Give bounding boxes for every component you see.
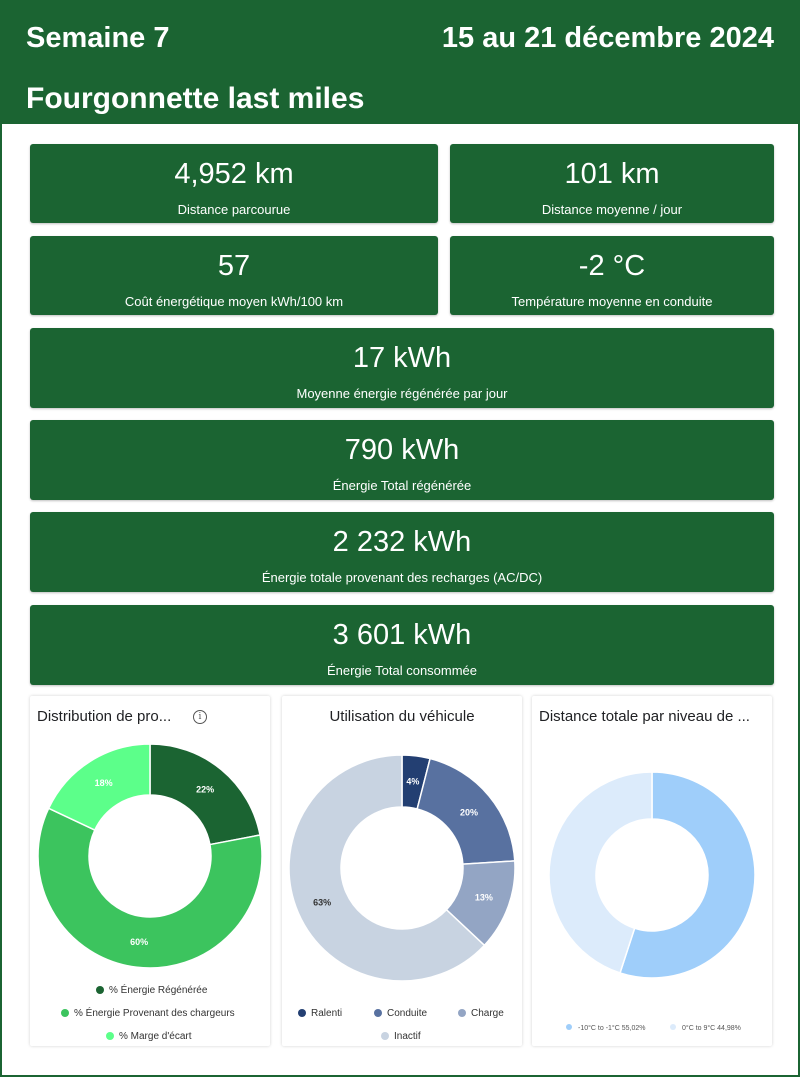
kpi-value: 57: [217, 250, 251, 282]
legend-swatch: [298, 1009, 306, 1017]
kpi-value: 2 232 kWh: [332, 526, 472, 558]
legend-item-mild[interactable]: [670, 1024, 741, 1032]
legend-swatch: [458, 1009, 466, 1017]
kpi-distance-traveled: [30, 144, 438, 223]
vehicle-usage-card[interactable]: [282, 696, 522, 1046]
energy-distribution-card[interactable]: [30, 696, 270, 1046]
slice-label-0: 4%: [406, 776, 420, 787]
kpi-charging-energy: [30, 512, 774, 592]
legend-label: 0°C to 9°C 44,98%: [682, 1025, 741, 1032]
kpi-daily-regen-energy: [30, 328, 774, 408]
legend-item-chargers[interactable]: [61, 1008, 235, 1019]
date-range: 15 au 21 décembre 2024: [441, 22, 774, 54]
legend-swatch: [106, 1032, 114, 1040]
kpi-average-distance: [450, 144, 774, 223]
kpi-label: Énergie totale provenant des recharges (AC/DC): [261, 570, 543, 585]
legend-swatch: [61, 1009, 69, 1017]
kpi-label: Moyenne énergie régénérée par jour: [296, 386, 508, 401]
kpi-label: Énergie Total régénérée: [332, 478, 472, 493]
kpi-average-temperature: [450, 236, 774, 315]
slice-label-2: 18%: [94, 777, 113, 788]
kpi-value: 17 kWh: [352, 342, 452, 374]
kpi-label: Température moyenne en conduite: [511, 294, 713, 309]
legend-label: Inactif: [394, 1031, 421, 1042]
legend-item-driving[interactable]: [374, 1008, 427, 1019]
kpi-value: 101 km: [564, 158, 660, 190]
legend-item-cold[interactable]: [566, 1024, 645, 1032]
legend-item-idle[interactable]: [298, 1008, 342, 1019]
legend-label: Charge: [471, 1008, 504, 1019]
legend-item-margin[interactable]: [106, 1031, 192, 1042]
kpi-energy-cost: [30, 236, 438, 315]
legend-label: -10°C to -1°C 55,02%: [578, 1025, 646, 1032]
legend-swatch: [374, 1009, 382, 1017]
legend-swatch: [381, 1032, 389, 1040]
kpi-total-consumed-energy: [30, 605, 774, 685]
distance-by-temperature-donut: [532, 696, 772, 1046]
legend-item-charging[interactable]: [458, 1008, 504, 1019]
chart-title: Utilisation du véhicule: [329, 708, 475, 725]
report-header: [0, 0, 800, 124]
legend-label: Conduite: [387, 1008, 428, 1019]
chart-title: Distance totale par niveau de ...: [539, 708, 750, 725]
slice-label-1: 20%: [460, 807, 479, 818]
kpi-value: 4,952 km: [174, 158, 294, 190]
legend-swatch: [566, 1024, 572, 1030]
kpi-label: Distance moyenne / jour: [541, 202, 683, 217]
slice-label-1: 60%: [130, 936, 149, 947]
kpi-value: 790 kWh: [344, 434, 460, 466]
legend-item-regenerated[interactable]: [96, 985, 207, 996]
slice-label-3: 63%: [313, 897, 332, 908]
slice-label-0: 22%: [196, 784, 215, 795]
slice-label-2: 13%: [474, 892, 493, 903]
week-label: Semaine 7: [26, 22, 170, 54]
distance-by-temperature-card[interactable]: [532, 696, 772, 1046]
legend-swatch: [96, 986, 104, 994]
legend-label: Ralenti: [311, 1008, 343, 1019]
legend-label: % Énergie Régénérée: [109, 985, 208, 996]
legend-item-inactive[interactable]: [381, 1031, 421, 1042]
legend-label: % Marge d'écart: [119, 1031, 192, 1042]
kpi-label: Distance parcourue: [177, 202, 291, 217]
kpi-label: Coût énergétique moyen kWh/100 km: [124, 294, 344, 309]
info-icon[interactable]: i: [193, 710, 207, 724]
kpi-value: -2 °C: [578, 250, 646, 282]
vehicle-usage-donut: [282, 696, 522, 1046]
legend-swatch: [670, 1024, 676, 1030]
vehicle-name: Fourgonnette last miles: [26, 82, 365, 115]
legend-label: % Énergie Provenant des chargeurs: [74, 1008, 235, 1019]
kpi-label: Énergie Total consommée: [326, 663, 478, 678]
kpi-value: 3 601 kWh: [332, 619, 472, 651]
kpi-total-regen-energy: [30, 420, 774, 500]
chart-title: Distribution de pro...: [37, 708, 172, 725]
